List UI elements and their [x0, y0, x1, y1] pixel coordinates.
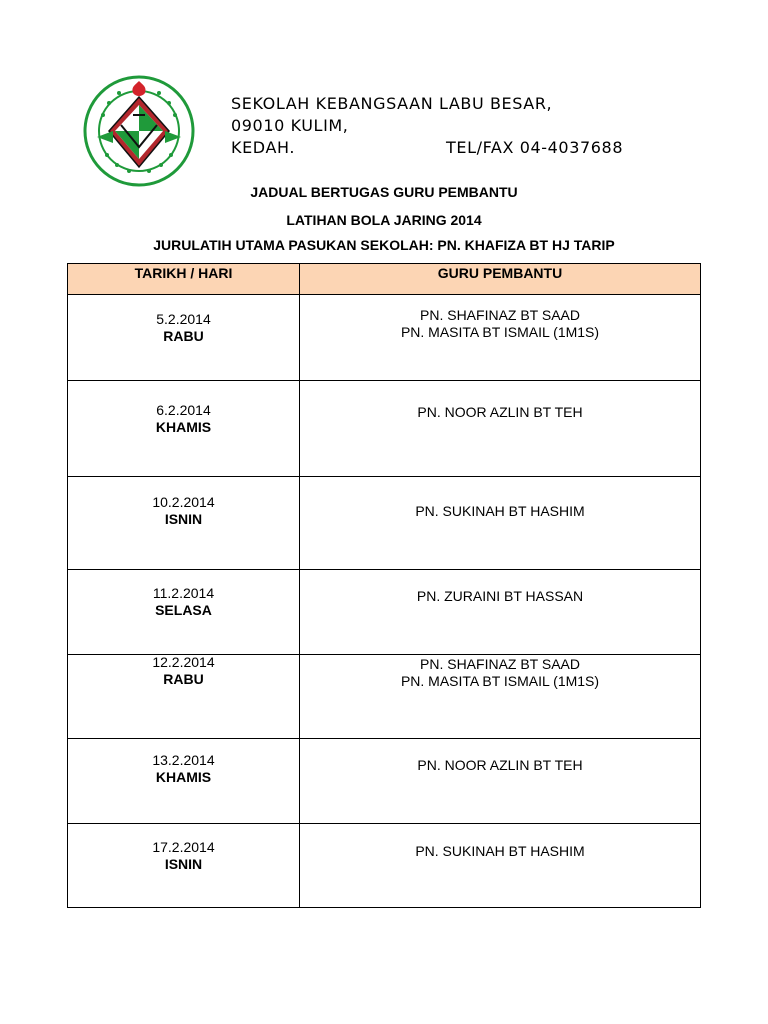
- day-text: RABU: [163, 327, 204, 344]
- date-cell: [68, 655, 300, 739]
- guru-cell: [300, 824, 701, 908]
- date-text: 5.2.2014: [156, 310, 211, 327]
- table-row: [68, 295, 701, 381]
- table-row: [68, 570, 701, 655]
- column-header-guru: GURU PEMBANTU: [300, 264, 701, 295]
- school-name: SEKOLAH KEBANGSAAN LABU BESAR,: [231, 94, 553, 113]
- duty-schedule-table: [67, 263, 701, 908]
- guru-name: PN. MASITA BT ISMAIL (1M1S): [400, 323, 600, 340]
- guru-name: PN. SHAFINAZ BT SAAD: [420, 655, 580, 672]
- date-cell: [68, 570, 300, 655]
- column-header-date: TARIKH / HARI: [68, 264, 300, 295]
- date-cell: [68, 477, 300, 570]
- school-postcode: 09010 KULIM,: [231, 116, 349, 135]
- table-row: [68, 824, 701, 908]
- guru-name: PN. SUKINAH BT HASHIM: [415, 502, 585, 519]
- guru-name: PN. MASITA BT ISMAIL (1M1S): [400, 672, 600, 689]
- table-row: [68, 381, 701, 477]
- date-cell: [68, 824, 300, 908]
- day-text: ISNIN: [164, 511, 203, 527]
- day-text: ISNIN: [164, 855, 203, 872]
- table-row: [68, 655, 701, 739]
- table-header-row: [68, 264, 701, 295]
- table-row: [68, 739, 701, 824]
- date-text: 13.2.2014: [152, 752, 215, 768]
- guru-cell: [300, 739, 701, 824]
- day-text: RABU: [163, 670, 204, 687]
- school-crest-icon: [83, 75, 195, 187]
- table-row: [68, 477, 701, 570]
- guru-name: PN. NOOR AZLIN BT TEH: [417, 404, 583, 420]
- guru-cell: [300, 381, 701, 477]
- day-text: KHAMIS: [155, 418, 212, 435]
- guru-cell: [300, 570, 701, 655]
- day-text: SELASA: [155, 602, 212, 618]
- day-text: KHAMIS: [155, 769, 212, 785]
- document-title: JADUAL BERTUGAS GURU PEMBANTU: [250, 184, 518, 200]
- guru-name: PN. SHAFINAZ BT SAAD: [420, 306, 580, 323]
- date-cell: [68, 295, 300, 381]
- guru-name: PN. ZURAINI BT HASSAN: [416, 587, 584, 604]
- school-telfax: TEL/FAX 04-4037688: [446, 138, 624, 157]
- date-text: 17.2.2014: [152, 838, 215, 855]
- guru-name: PN. SUKINAH BT HASHIM: [415, 843, 585, 859]
- date-cell: [68, 739, 300, 824]
- date-cell: [68, 381, 300, 477]
- guru-cell: [300, 295, 701, 381]
- head-coach-line: JURULATIH UTAMA PASUKAN SEKOLAH: PN. KHAFIZA BT HJ TARIP: [153, 237, 615, 253]
- date-text: 12.2.2014: [152, 653, 215, 670]
- date-text: 10.2.2014: [152, 494, 215, 510]
- date-text: 6.2.2014: [156, 401, 211, 418]
- school-address: [231, 93, 624, 159]
- guru-cell: [300, 477, 701, 570]
- guru-cell: [300, 655, 701, 739]
- date-text: 11.2.2014: [152, 585, 215, 601]
- document-subtitle: LATIHAN BOLA JARING 2014: [286, 212, 482, 228]
- guru-name: PN. NOOR AZLIN BT TEH: [417, 756, 583, 773]
- school-state: KEDAH.: [231, 138, 296, 157]
